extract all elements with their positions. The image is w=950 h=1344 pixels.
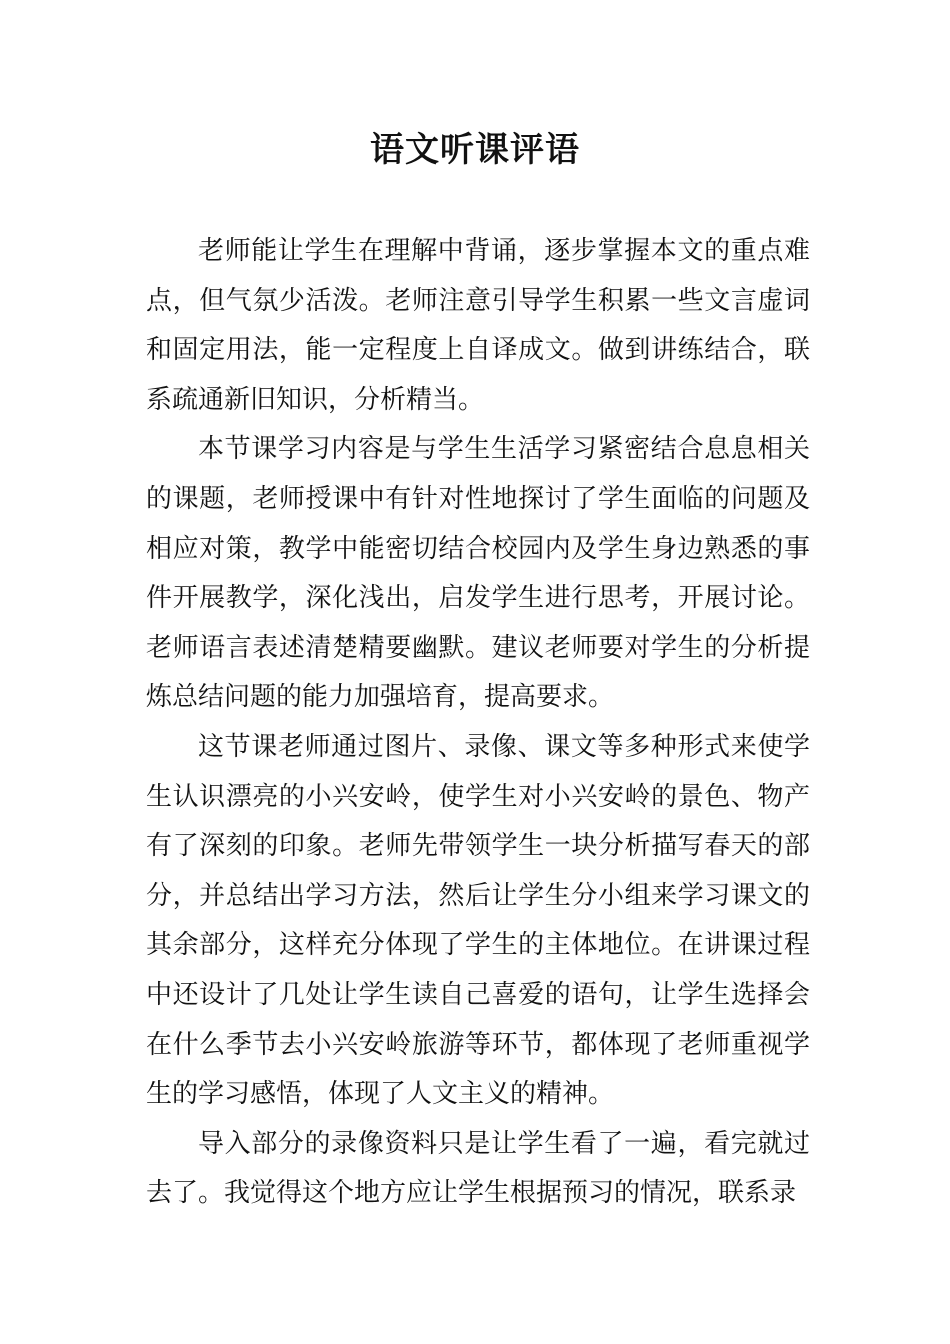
paragraph-1: 老师能让学生在理解中背诵，逐步掌握本文的重点难点，但气氛少活泼。老师注意引导学生积累一些文言虚词和固定用法，能一定程度上自译成文。做到讲练结合，联系疏通新旧知识，分析精当。 [146,236,810,415]
document-title: 语文听课评语 [370,130,580,170]
paragraph-4: 导入部分的录像资料只是让学生看了一遍，看完就过去了。我觉得这个地方应让学生根据预习的情况，联系录 [146,1128,810,1209]
paragraph-3: 这节课老师通过图片、录像、课文等多种形式来使学生认识漂亮的小兴安岭，使学生对小兴安岭的景色、物产有了深刻的印象。老师先带领学生一块分析描写春天的部分，并总结出学习方法，然后让学生分小组来学习课文的其余部分，这样充分体现了学生的主体地位。在讲课过程中还设计了几处让学生读自己喜爱的语句，让学生选择会在什么季节去小兴安岭旅游等环节，都体现了老师重视学生的学习感悟，体现了人文主义的精神。 [146,731,810,1110]
paragraph-2: 本节课学习内容是与学生生活学习紧密结合息息相关的课题，老师授课中有针对性地探讨了学生面临的问题及相应对策，教学中能密切结合校园内及学生身边熟悉的事件开展教学，深化浅出，启发学生进行思考，开展讨论。老师语言表述清楚精要幽默。建议老师要对学生的分析提炼总结问题的能力加强培育，提高要求。 [146,434,810,713]
document-body [146,227,810,1219]
